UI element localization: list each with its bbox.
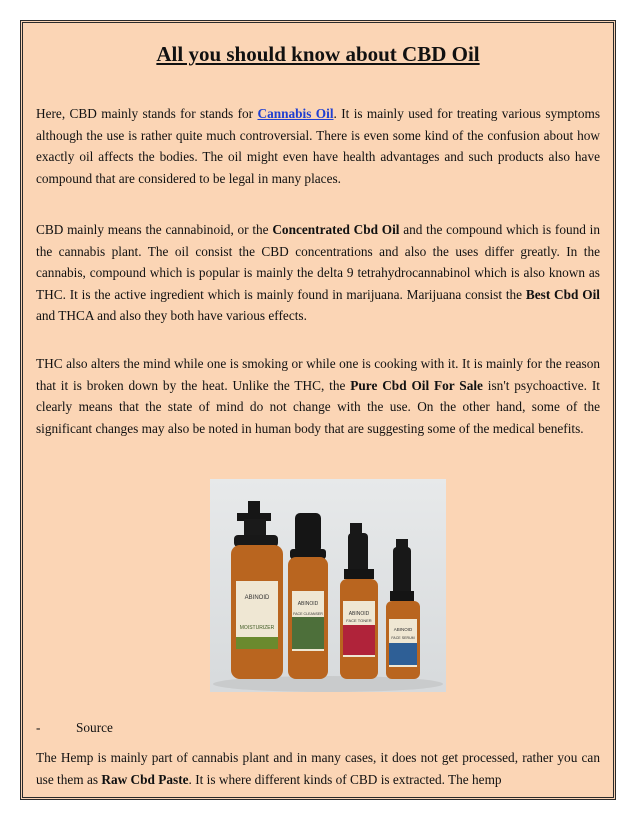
p2-text-b: and the compound which is found in the cannabis plant. The oil consist the CBD concentrations and also the uses differ greatly. In the cannabis, compound which is popular is mainly the delta 9 tetrahydrocannabinol which is also known as THC. It is the active ingredient which is mainly found in marijuana. Marijuana consist the bbox=[36, 222, 601, 302]
p4-text-b: . It is where different kinds of CBD is extracted. The hemp bbox=[188, 771, 502, 787]
p3-text-b: isn't psychoactive. It clearly means that the state of mind do not change with the use. On the other hand, some of the significant changes may also be noted in human body that are suggesting some of the medical benefits. bbox=[36, 377, 600, 436]
page-border bbox=[20, 20, 616, 800]
raw-cbd-paste-bold: Raw Cbd Paste bbox=[101, 771, 189, 787]
p3-text-a: THC also alters the mind while one is smoking or while one is cooking with it. It is mainly for the reason that it is broken down by the heat. Unlike the THC, the bbox=[36, 356, 600, 393]
cannabis-oil-link[interactable]: Cannabis Oil bbox=[257, 106, 334, 121]
paragraph-4 bbox=[36, 747, 600, 790]
p4-text-a: The Hemp is mainly part of cannabis plant and in many cases, it does not get processed, rather you can use them as bbox=[36, 750, 600, 787]
moisturizer-label: MOISTURIZER bbox=[239, 625, 275, 631]
p1-text-a: Here, CBD mainly stands for stands for bbox=[36, 106, 258, 121]
paragraph-2 bbox=[36, 219, 600, 327]
product-photo bbox=[210, 479, 446, 692]
source-line bbox=[36, 717, 336, 739]
serum-label: FACE SERUM bbox=[391, 636, 415, 640]
paragraph-3 bbox=[36, 353, 600, 439]
moisturizer-brand: ABINOID bbox=[244, 595, 270, 601]
product-bottles-illustration bbox=[210, 479, 446, 692]
cleanser-label: FACE CLEANSER bbox=[293, 612, 323, 616]
source-dash: - bbox=[36, 720, 41, 735]
p1-text-b: . It is mainly used for treating various symptoms although the use is rather quite much controversial. There is even some kind of the confusion about how exactly oil affects the bodies. The oil might even have health advantages and such products also have compound that are considered to be legal in many places. bbox=[36, 106, 600, 186]
serum-brand: ABINOID bbox=[393, 627, 413, 632]
best-cbd-oil-bold: Best Cbd Oil bbox=[525, 286, 600, 302]
source-label: Source bbox=[76, 720, 113, 735]
p2-text-a: CBD mainly means the cannabinoid, or the bbox=[36, 222, 273, 237]
concentrated-cbd-oil-bold: Concentrated Cbd Oil bbox=[272, 222, 400, 237]
paragraph-1 bbox=[36, 103, 600, 189]
page-title: All you should know about CBD Oil bbox=[156, 42, 480, 66]
toner-label: FACE TONER bbox=[346, 618, 372, 623]
pure-cbd-oil-bold: Pure Cbd Oil For Sale bbox=[350, 377, 483, 393]
p2-text-c: and THCA and also they both have various effects. bbox=[36, 308, 307, 323]
cleanser-brand: ABINOID bbox=[297, 601, 319, 607]
toner-brand: ABINOID bbox=[348, 611, 370, 617]
